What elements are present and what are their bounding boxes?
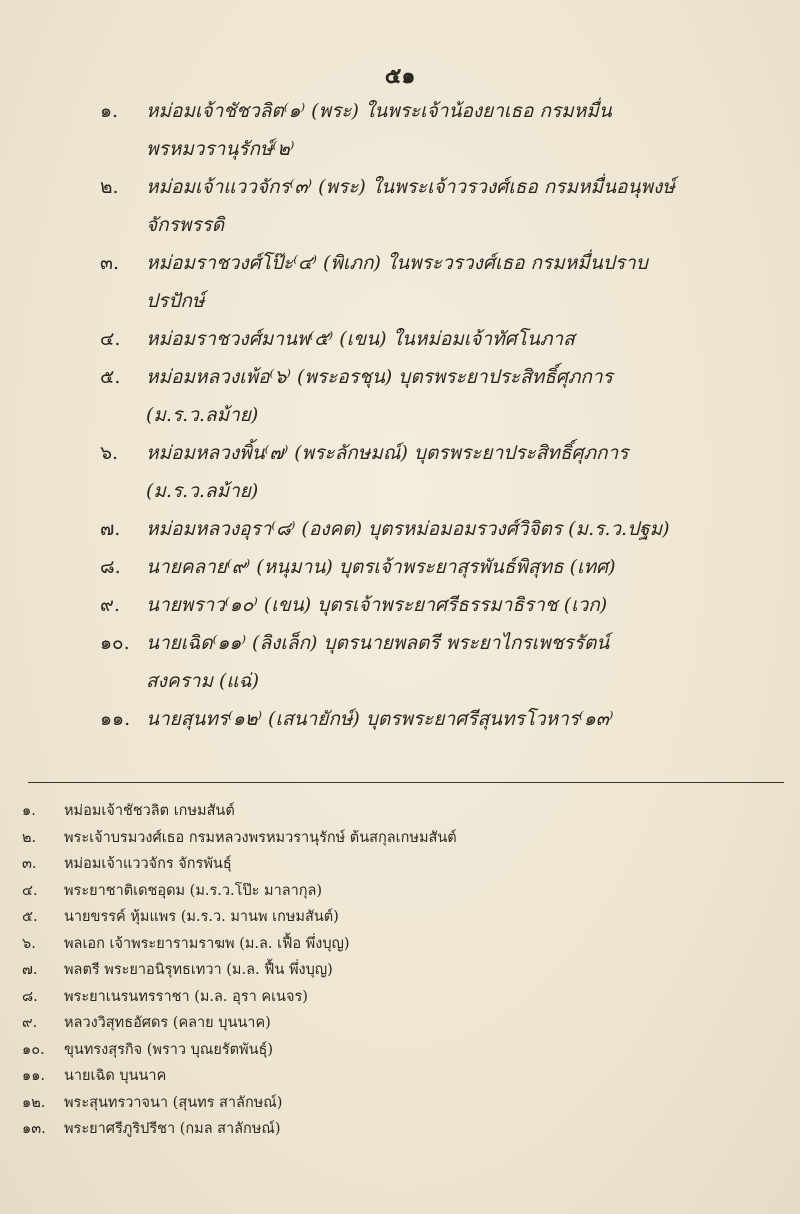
- item-number: ๑๐.: [100, 632, 130, 654]
- footnote-text: นายเฉิด บุนนาค: [64, 1068, 167, 1084]
- footnote-list: [22, 798, 782, 1143]
- footnote-text: พระยาชาติเดชอุดม (ม.ร.ว.โป๊ะ มาลากุล): [64, 882, 323, 899]
- item-text: นายเฉิด⁽๑๑⁾ (ลิงเล็ก) บุตรนายพลตรี พระยาไกรเพชรรัตน์: [146, 632, 610, 654]
- footnote: [22, 984, 782, 1011]
- footnote-text: พลตรี พระยาอนิรุทธเทวา (ม.ล. ฟื้น พึ่งบุญ): [64, 962, 333, 978]
- item-number: ๑๑.: [100, 708, 131, 730]
- footnote-text: พลเอก เจ้าพระยารามราฆพ (ม.ล. เฟื้อ พึ่งบุญ): [64, 935, 350, 952]
- footnote-number: ๙.: [22, 1015, 38, 1031]
- footnote-number: ๘.: [22, 988, 38, 1005]
- item-text: หม่อมราชวงศ์มานพ⁽๕⁾ (เขน) ในหม่อมเจ้าทัศโนภาส: [146, 328, 575, 350]
- list-item: [100, 434, 780, 510]
- item-text: นายพราว⁽๑๐⁾ (เขน) บุตรเจ้าพระยาศรีธรรมาธิราช (เวก): [146, 594, 608, 616]
- item-text-continued: จักรพรรดิ: [146, 214, 225, 236]
- footnote-number: ๔.: [22, 882, 38, 899]
- list-item: [100, 586, 780, 624]
- footnote-number: ๓.: [22, 856, 37, 872]
- footnote: [22, 1090, 782, 1117]
- footnote-number: ๑.: [22, 803, 36, 819]
- footnote: [22, 957, 782, 984]
- item-text: หม่อมหลวงเพ้อ⁽๖⁾ (พระอรชุน) บุตรพระยาประสิทธิ์ศุภการ: [146, 366, 613, 388]
- item-text: หม่อมเจ้าแววจักร⁽๓⁾ (พระ) ในพระเจ้าวรวงศ์เธอ กรมหมื่นอนุพงษ์: [146, 176, 675, 198]
- list-item: [100, 244, 780, 320]
- footnote-text: นายขรรค์ หุ้มแพร (ม.ร.ว. มานพ เกษมสันต์): [64, 909, 339, 925]
- item-text: นายคลาย⁽๙⁾ (หนุมาน) บุตรเจ้าพระยาสุรพันธ์พิสุทธ (เทศ): [146, 556, 616, 578]
- footnote-text: หลวงวิสุทธอัศดร (คลาย บุนนาค): [64, 1015, 271, 1031]
- list-item: [100, 548, 780, 586]
- footnote: [22, 851, 782, 878]
- list-item: [100, 358, 780, 434]
- footnote-text: หม่อมเจ้าแววจักร จักรพันธุ์: [64, 856, 232, 872]
- page-number: ๕๑: [384, 63, 416, 89]
- footnote-number: ๖.: [22, 935, 36, 952]
- footnote: [22, 798, 782, 825]
- footnote: [22, 825, 782, 852]
- list-item: [100, 700, 780, 738]
- item-number: ๕.: [100, 366, 121, 388]
- item-number: ๙.: [100, 594, 120, 616]
- footnote-number: ๑๒.: [22, 1094, 46, 1111]
- list-item: [100, 624, 780, 700]
- footnote-number: ๒.: [22, 829, 37, 846]
- main-list: [100, 92, 780, 738]
- footnote-text: พระสุนทรวาจนา (สุนทร สาลักษณ์): [64, 1094, 283, 1111]
- item-number: ๑.: [100, 100, 119, 122]
- footnote: [22, 904, 782, 931]
- item-text: นายสุนทร⁽๑๒⁾ (เสนายักษ์) บุตรพระยาศรีสุนทรโวหาร⁽๑๓⁾: [146, 708, 614, 730]
- item-number: ๗.: [100, 518, 121, 540]
- item-number: ๒.: [100, 176, 119, 198]
- footnote-number: ๕.: [22, 909, 38, 925]
- footnote: [22, 878, 782, 905]
- footnote: [22, 931, 782, 958]
- item-text: หม่อมราชวงศ์โป๊ะ⁽๔⁾ (พิเภก) ในพระวรวงศ์เธอ กรมหมื่นปราบ: [146, 252, 648, 274]
- list-item: [100, 320, 780, 358]
- footnote-number: ๑๑.: [22, 1068, 46, 1084]
- footnote-text: ขุนทรงสุรกิจ (พราว บุณยรัตพันธุ์): [64, 1041, 274, 1058]
- footnote: [22, 1116, 782, 1143]
- footnote-number: ๑๐.: [22, 1041, 45, 1058]
- footnote: [22, 1037, 782, 1064]
- footnote-number: ๑๓.: [22, 1121, 46, 1137]
- item-text-continued: (ม.ร.ว.ลม้าย): [146, 480, 259, 502]
- footnote: [22, 1010, 782, 1037]
- item-text: หม่อมหลวงพิ้น⁽๗⁾ (พระลักษมณ์) บุตรพระยาประสิทธิ์ศุภการ: [146, 442, 629, 464]
- item-text-continued: ปรปักษ์: [146, 290, 205, 312]
- item-number: ๖.: [100, 442, 119, 464]
- item-text-continued: (ม.ร.ว.ลม้าย): [146, 404, 259, 426]
- item-text-continued: สงคราม (แฉ่): [146, 670, 260, 692]
- footnote-text: พระยาศรีภูริปรีชา (กมล สาลักษณ์): [64, 1121, 281, 1137]
- item-number: ๓.: [100, 252, 120, 274]
- footnote: [22, 1063, 782, 1090]
- list-item: [100, 92, 780, 168]
- footnote-text: หม่อมเจ้าชัชวลิต เกษมสันต์: [64, 803, 235, 819]
- item-text: หม่อมเจ้าชัชวลิต⁽๑⁾ (พระ) ในพระเจ้าน้องยาเธอ กรมหมื่น: [146, 100, 612, 122]
- footnote-text: พระเจ้าบรมวงศ์เธอ กรมหลวงพรหมวรานุรักษ์ ต้นสกุลเกษมสันต์: [64, 829, 457, 846]
- list-item: [100, 510, 780, 548]
- item-text-continued: พรหมวรานุรักษ์⁽๒⁾: [146, 138, 295, 160]
- footnote-number: ๗.: [22, 962, 38, 978]
- item-text: หม่อมหลวงอุรา⁽๘⁾ (องคต) บุตรหม่อมอมรวงศ์วิจิตร (ม.ร.ว.ปฐม): [146, 518, 670, 540]
- footnote-text: พระยาเนรนทรราชา (ม.ล. อุรา คเนจร): [64, 988, 308, 1005]
- list-item: [100, 168, 780, 244]
- item-number: ๔.: [100, 328, 121, 350]
- item-number: ๘.: [100, 556, 121, 578]
- footnote-divider: [28, 782, 784, 783]
